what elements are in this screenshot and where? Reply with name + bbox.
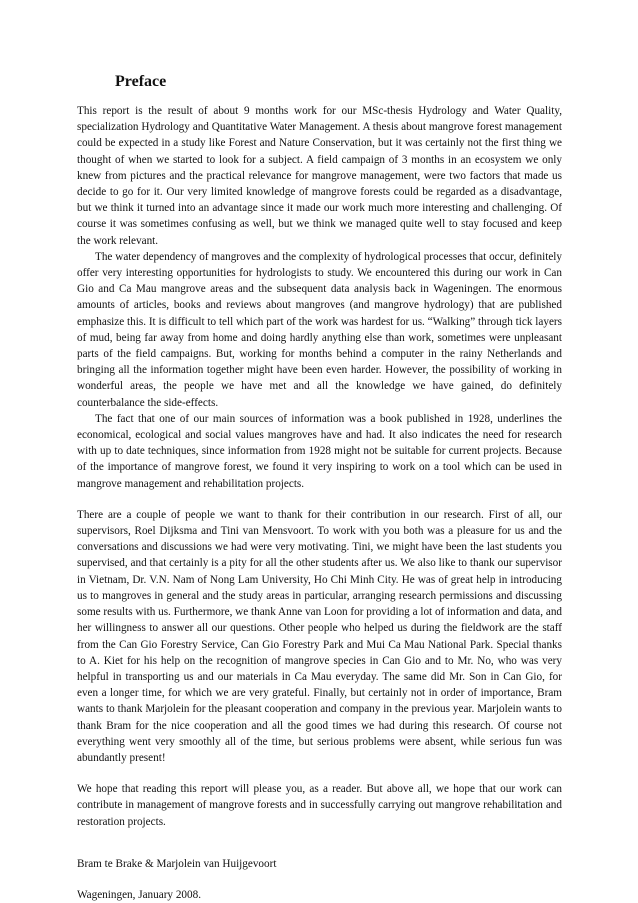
date-gap [77, 872, 562, 887]
paragraph-closing: We hope that reading this report will please you, as a reader. But above all, we hope that our work can contribute in management of mangrove forests and in successfully carrying out mangrove rehabilitation and restoration projects. [77, 783, 562, 828]
paragraph-water-dependency: The water dependency of mangroves and the complexity of hydrological processes that occur, definitely offer very interesting opportunities for hydrologists to study. We encountered this during our work in Can Gio and Ca Mau mangrove areas and the subsequent data analysis back in Wageningen. The enormous amounts of articles, books and reviews about mangroves (and mangrove hydrology) that are published emphasize this. It is difficult to tell which part of the work was hardest for us. “Walking” through tick layers of mud, being far away from home and doing hardly anything else than work, sometimes were unpleasant parts of the field campaigns. But, working for months behind a computer in the rainy Netherlands and bringing all the information together might have been even harder. However, the possibility of working in wonderful areas, the people we have met and all the knowledge we have gained, do definitely counterbalance the side-effects. [77, 250, 562, 409]
authors: Bram te Brake & Marjolein van Huijgevoort [77, 857, 277, 870]
page-title: Preface [115, 73, 167, 90]
paragraph-gap [77, 766, 562, 781]
place-date: Wageningen, January 2008. [77, 888, 201, 901]
signature-gap [77, 830, 562, 856]
document-page [77, 72, 562, 903]
paragraph-intro: This report is the result of about 9 months work for our MSc-thesis Hydrology and Water Quality, specialization Hydrology and Quantitative Water Management. A thesis about mangrove forest management could be expected in a study like Forest and Nature Conservation, but it was certainly not the first thing we thought of when we started to look for a subject. A field campaign of 3 months in an ecosystem we only knew from pictures and the practical relevance for mangrove management, were two factors that made us decide to go for it. Our very limited knowledge of mangrove forests could be regarded as a disadvantage, but we think it turned into an advantage since it made our work much more interesting and challenging. Of course it was sometimes confusing as well, but we think we managed quite well to stay focused and keep the work relevant. [77, 105, 562, 247]
paragraph-gap [77, 492, 562, 507]
paragraph-main-sources: The fact that one of our main sources of information was a book published in 1928, underlines the economical, ecological and social values mangroves have and had. It also indicates the need for research with up to date techniques, since information from 1928 might not be suitable for current projects. Because of the importance of mangrove forest, we found it very inspiring to work on a tool which can be used in mangrove management and rehabilitation projects. [77, 412, 562, 490]
paragraph-acknowledgements: There are a couple of people we want to thank for their contribution in our research. First of all, our supervisors, Roel Dijksma and Tini van Mensvoort. To work with you both was a pleasure for us and the conversations and discussions we had were very motivating. Tini, we might have been the last students you supervised, and that certainly is a pity for all the other students after us. We also like to thank our supervisor in Vietnam, Dr. V.N. Nam of Nong Lam University, Ho Chi Minh City. He was of great help in introducing us to mangroves in general and the study areas in particular, arranging research permissions and discussing some results with us. Furthermore, we thank Anne van Loon for providing a lot of information and data, and her willingness to answer all our questions. Other people who helped us during the fieldwork are the staff from the Can Gio Forestry Service, Can Gio Forestry Park and Mui Ca Mau National Park. Special thanks to A. Kiet for his help on the recognition of mangrove species in Can Gio and to Mr. No, who was very helpful in transporting us and our materials in Ca Mau everyday. The same did Mr. Son in Can Gio, for even a longer time, for which we are very grateful. Finally, but certainly not in order of importance, Bram wants to thank Marjolein for the pleasant cooperation and company in the previous year. Marjolein wants to thank Bram for the nice cooperation and all the good times we had during this research. Of course not everything went very smoothly all of the time, but serious problems were absent, while serious fun was abundantly present! [77, 508, 563, 764]
